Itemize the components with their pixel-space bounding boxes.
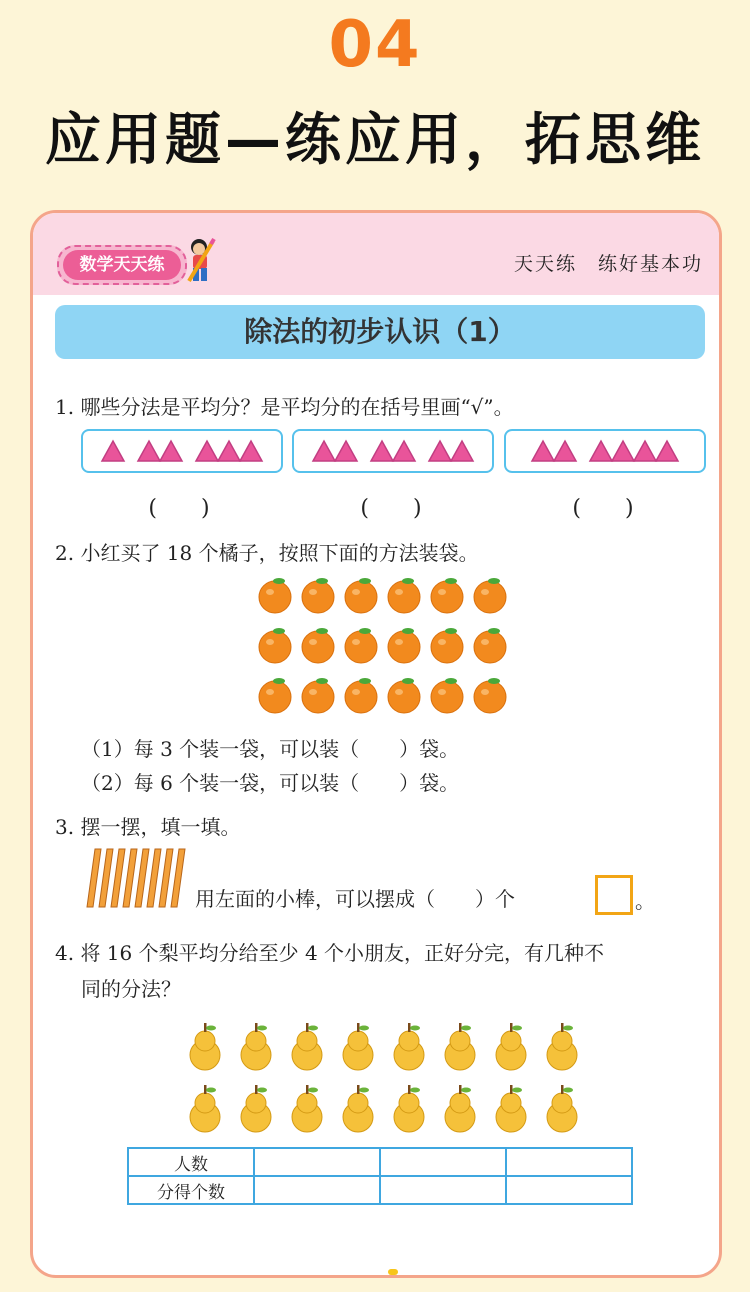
orange-icon (431, 578, 463, 613)
orange-icon (302, 628, 334, 663)
question-3-prompt: 用左面的小棒，可以摆成（ ）个 (195, 887, 515, 911)
orange-icon (259, 578, 291, 613)
table-cell[interactable] (506, 1176, 632, 1204)
triangle-icon (196, 441, 218, 461)
pear-grid (185, 1013, 585, 1133)
answer-paren-2[interactable]: ( ) (360, 496, 422, 521)
pear-icon (241, 1023, 271, 1070)
table-row (128, 1176, 632, 1204)
question-3: 3. 摆一摆，填一填。 (55, 815, 241, 839)
triangle-icon (160, 441, 182, 461)
table-cell[interactable] (380, 1148, 506, 1176)
page-headline: 应用题—练应用，拓思维 (45, 108, 705, 173)
stick-icon (111, 849, 125, 907)
triangle-icon (429, 441, 451, 461)
banner-motto: 天天练 练好基本功 (513, 253, 703, 275)
pear-icon (241, 1085, 271, 1132)
answer-table (127, 1147, 633, 1205)
stick-icon (171, 849, 185, 907)
section-number: 04 (328, 8, 422, 82)
pear-icon (445, 1085, 475, 1132)
stick-icon (135, 849, 149, 907)
pear-icon (343, 1023, 373, 1070)
pear-icon (547, 1023, 577, 1070)
orange-grid (255, 575, 515, 715)
orange-icon (302, 678, 334, 713)
orange-icon (345, 578, 377, 613)
triangle-group-3 (504, 429, 706, 473)
orange-icon (474, 628, 506, 663)
orange-icon (431, 678, 463, 713)
stick-icon (159, 849, 173, 907)
pear-icon (547, 1085, 577, 1132)
triangle-icon (532, 441, 554, 461)
pear-icon (496, 1023, 526, 1070)
pear-icon (496, 1085, 526, 1132)
question-2-part-1: （1）每 3 个装一袋，可以装（ ）袋。 (81, 737, 460, 761)
question-2-part-2: （2）每 6 个装一袋，可以装（ ）袋。 (81, 771, 460, 795)
section-title: 除法的初步认识（1） (55, 305, 705, 359)
orange-icon (259, 678, 291, 713)
stick-icon (123, 849, 137, 907)
triangle-icon (102, 441, 124, 461)
orange-icon (345, 678, 377, 713)
orange-icon (302, 578, 334, 613)
orange-icon (474, 678, 506, 713)
orange-icon (345, 628, 377, 663)
stick-icon (87, 849, 101, 907)
triangle-icon (451, 441, 473, 461)
decorative-dot (388, 1269, 398, 1275)
triangle-icon (554, 441, 576, 461)
row-header: 人数 (128, 1148, 254, 1176)
triangle-icon (393, 441, 415, 461)
triangle-icon (371, 441, 393, 461)
question-1: 1. 哪些分法是平均分？是平均分的在括号里画“√”。 (55, 395, 514, 419)
orange-icon (474, 578, 506, 613)
kid-with-pencil-icon (185, 237, 217, 283)
orange-icon (388, 578, 420, 613)
worksheet-banner (33, 213, 719, 295)
stick-icon (147, 849, 161, 907)
orange-icon (259, 628, 291, 663)
triangle-group-1 (81, 429, 283, 473)
pear-icon (292, 1023, 322, 1070)
question-3-period: 。 (635, 889, 655, 913)
table-cell[interactable] (254, 1176, 380, 1204)
square-answer-box (595, 875, 633, 915)
triangle-icon (656, 441, 678, 461)
triangle-icon (138, 441, 160, 461)
orange-icon (431, 628, 463, 663)
triangle-icon (240, 441, 262, 461)
brand-badge-label: 数学天天练 (63, 250, 181, 280)
pear-icon (190, 1023, 220, 1070)
table-cell[interactable] (380, 1176, 506, 1204)
brand-badge (57, 245, 187, 285)
question-4-line-2: 同的分法？ (81, 977, 181, 1001)
triangle-group-2 (292, 429, 494, 473)
table-cell[interactable] (506, 1148, 632, 1176)
worksheet-card (30, 210, 722, 1278)
question-2: 2. 小红买了 18 个橘子，按照下面的方法装袋。 (55, 541, 479, 565)
table-row (128, 1148, 632, 1176)
pear-icon (190, 1085, 220, 1132)
pear-icon (343, 1085, 373, 1132)
question-4-line-1: 4. 将 16 个梨平均分给至少 4 个小朋友，正好分完，有几种不 (55, 941, 605, 965)
pear-icon (445, 1023, 475, 1070)
pear-icon (394, 1023, 424, 1070)
answer-paren-1[interactable]: ( ) (148, 496, 210, 521)
row-header: 分得个数 (128, 1176, 254, 1204)
pear-icon (292, 1085, 322, 1132)
triangle-icon (590, 441, 612, 461)
stick-icon (99, 849, 113, 907)
orange-icon (388, 678, 420, 713)
table-cell[interactable] (254, 1148, 380, 1176)
answer-paren-3[interactable]: ( ) (572, 496, 634, 521)
pear-icon (394, 1085, 424, 1132)
triangle-icon (634, 441, 656, 461)
orange-icon (388, 628, 420, 663)
sticks-bundle-icon (77, 847, 189, 909)
triangle-icon (313, 441, 335, 461)
triangle-icon (218, 441, 240, 461)
triangle-icon (612, 441, 634, 461)
triangle-icon (335, 441, 357, 461)
